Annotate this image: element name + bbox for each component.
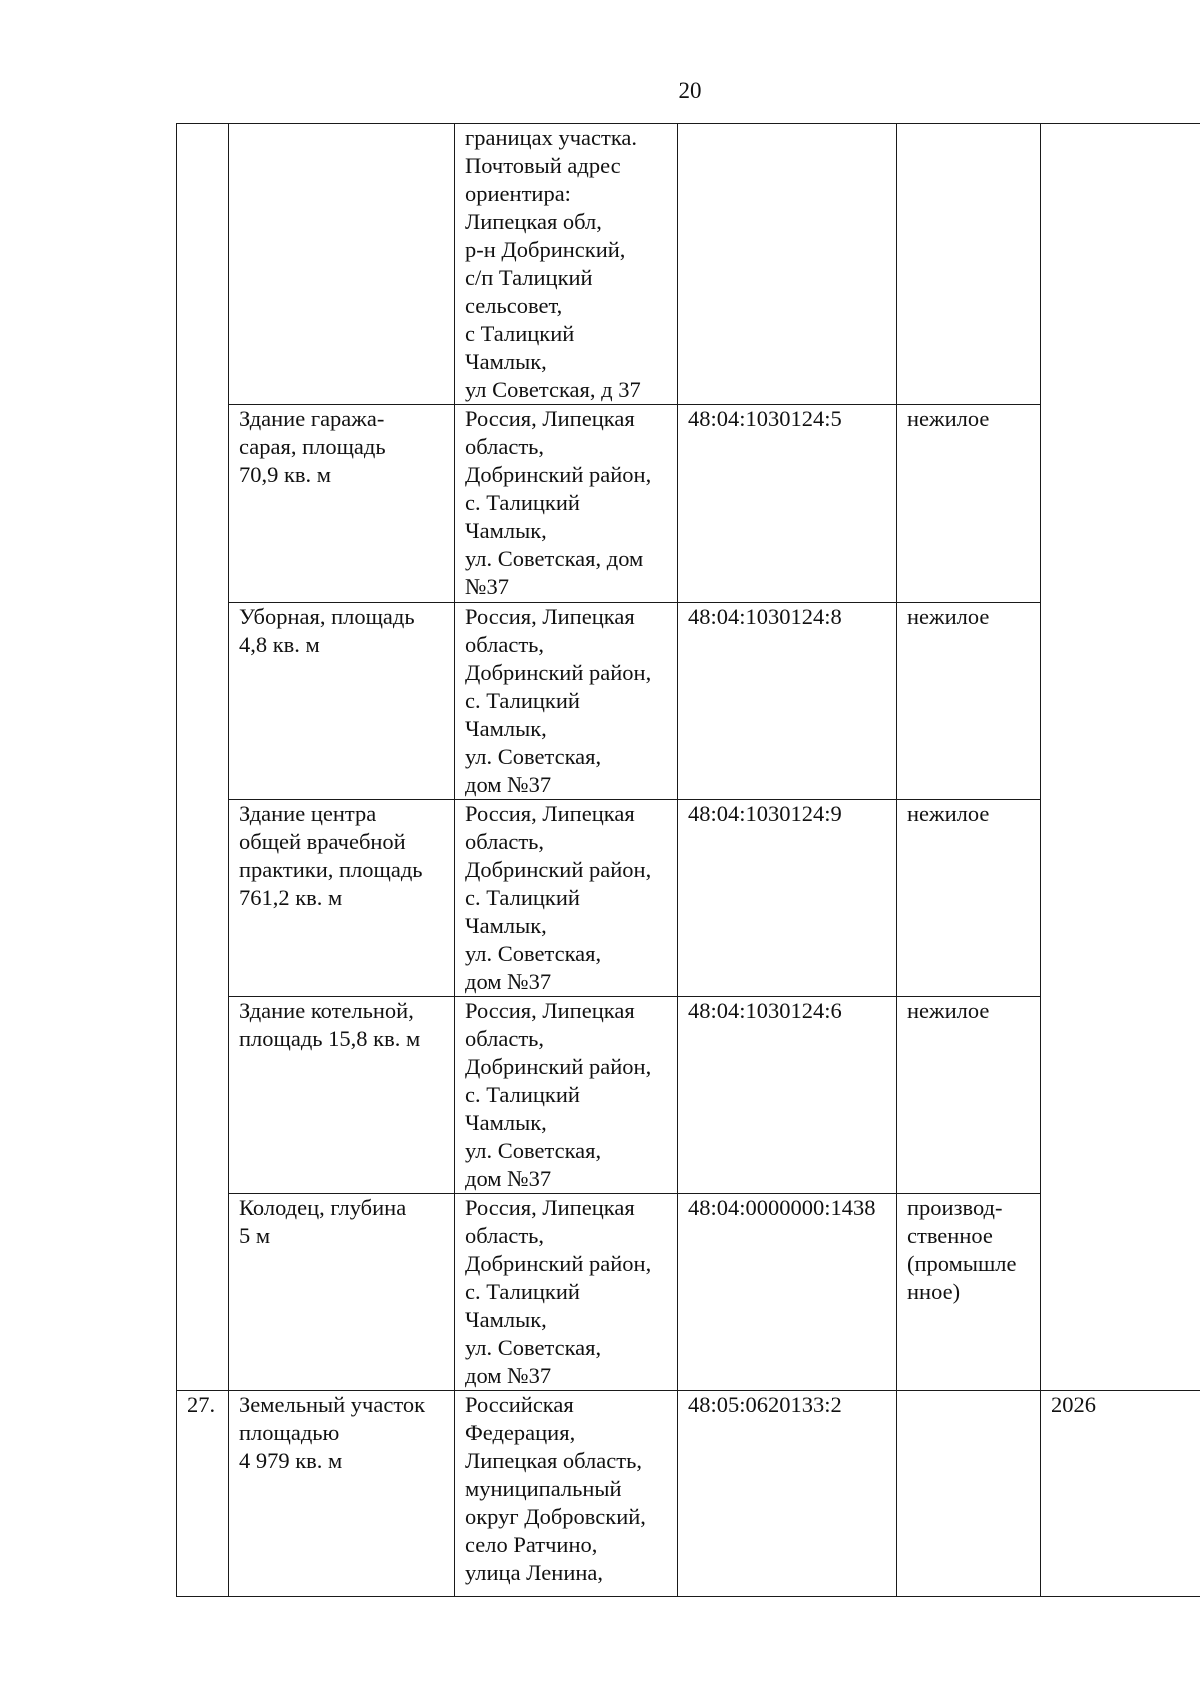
- object-name-cell: Здание центра общей врачебной практики, площадь 761,2 кв. м: [229, 800, 455, 997]
- purpose-cell: [897, 1391, 1041, 1597]
- purpose-cell: [897, 124, 1041, 405]
- purpose-cell: производ- ственное (промышле нное): [897, 1194, 1041, 1391]
- table-row: [177, 124, 1200, 405]
- cadastral-number-cell: 48:04:1030124:9: [678, 800, 897, 997]
- table-row: [177, 1391, 1200, 1597]
- row-number-cell: 27.: [177, 1391, 229, 1597]
- object-name-cell: Уборная, площадь 4,8 кв. м: [229, 603, 455, 800]
- address-cell: Россия, Липецкая область, Добринский район, с. Талицкий Чамлык, ул. Советская, дом №37: [455, 603, 678, 800]
- row-number-cell: [177, 124, 229, 1391]
- cadastral-number-cell: [678, 124, 897, 405]
- object-name-cell: Земельный участок площадью 4 979 кв. м: [229, 1391, 455, 1597]
- purpose-cell: нежилое: [897, 997, 1041, 1194]
- object-name-cell: Здание гаража- сарая, площадь 70,9 кв. м: [229, 405, 455, 603]
- address-cell: Российская Федерация, Липецкая область, муниципальный округ Добровский, село Ратчино, улица Ленина,: [455, 1391, 678, 1597]
- purpose-cell: нежилое: [897, 800, 1041, 997]
- year-cell: 2026: [1041, 1391, 1200, 1597]
- cadastral-number-cell: 48:04:1030124:5: [678, 405, 897, 603]
- object-name-cell: Здание котельной, площадь 15,8 кв. м: [229, 997, 455, 1194]
- purpose-cell: нежилое: [897, 603, 1041, 800]
- address-cell: Россия, Липецкая область, Добринский район, с. Талицкий Чамлык, ул. Советская, дом №37: [455, 997, 678, 1194]
- page-number: 20: [678, 78, 702, 103]
- object-name-cell: Колодец, глубина 5 м: [229, 1194, 455, 1391]
- year-cell: [1041, 124, 1200, 1391]
- cadastral-number-cell: 48:04:1030124:8: [678, 603, 897, 800]
- address-cell: Россия, Липецкая область, Добринский район, с. Талицкий Чамлык, ул. Советская, дом №37: [455, 800, 678, 997]
- cadastral-number-cell: 48:05:0620133:2: [678, 1391, 897, 1597]
- address-cell: Россия, Липецкая область, Добринский район, с. Талицкий Чамлык, ул. Советская, дом №37: [455, 1194, 678, 1391]
- cadastral-number-cell: 48:04:0000000:1438: [678, 1194, 897, 1391]
- address-cell: границах участка. Почтовый адрес ориентира: Липецкая обл, р-н Добринский, с/п Талицкий сельсовет, с Талицкий Чамлык, ул Советская, д 37: [455, 124, 678, 405]
- cadastral-number-cell: 48:04:1030124:6: [678, 997, 897, 1194]
- property-registry-table: [176, 123, 1200, 1597]
- purpose-cell: нежилое: [897, 405, 1041, 603]
- address-cell: Россия, Липецкая область, Добринский район, с. Талицкий Чамлык, ул. Советская, дом №37: [455, 405, 678, 603]
- object-name-cell: [229, 124, 455, 405]
